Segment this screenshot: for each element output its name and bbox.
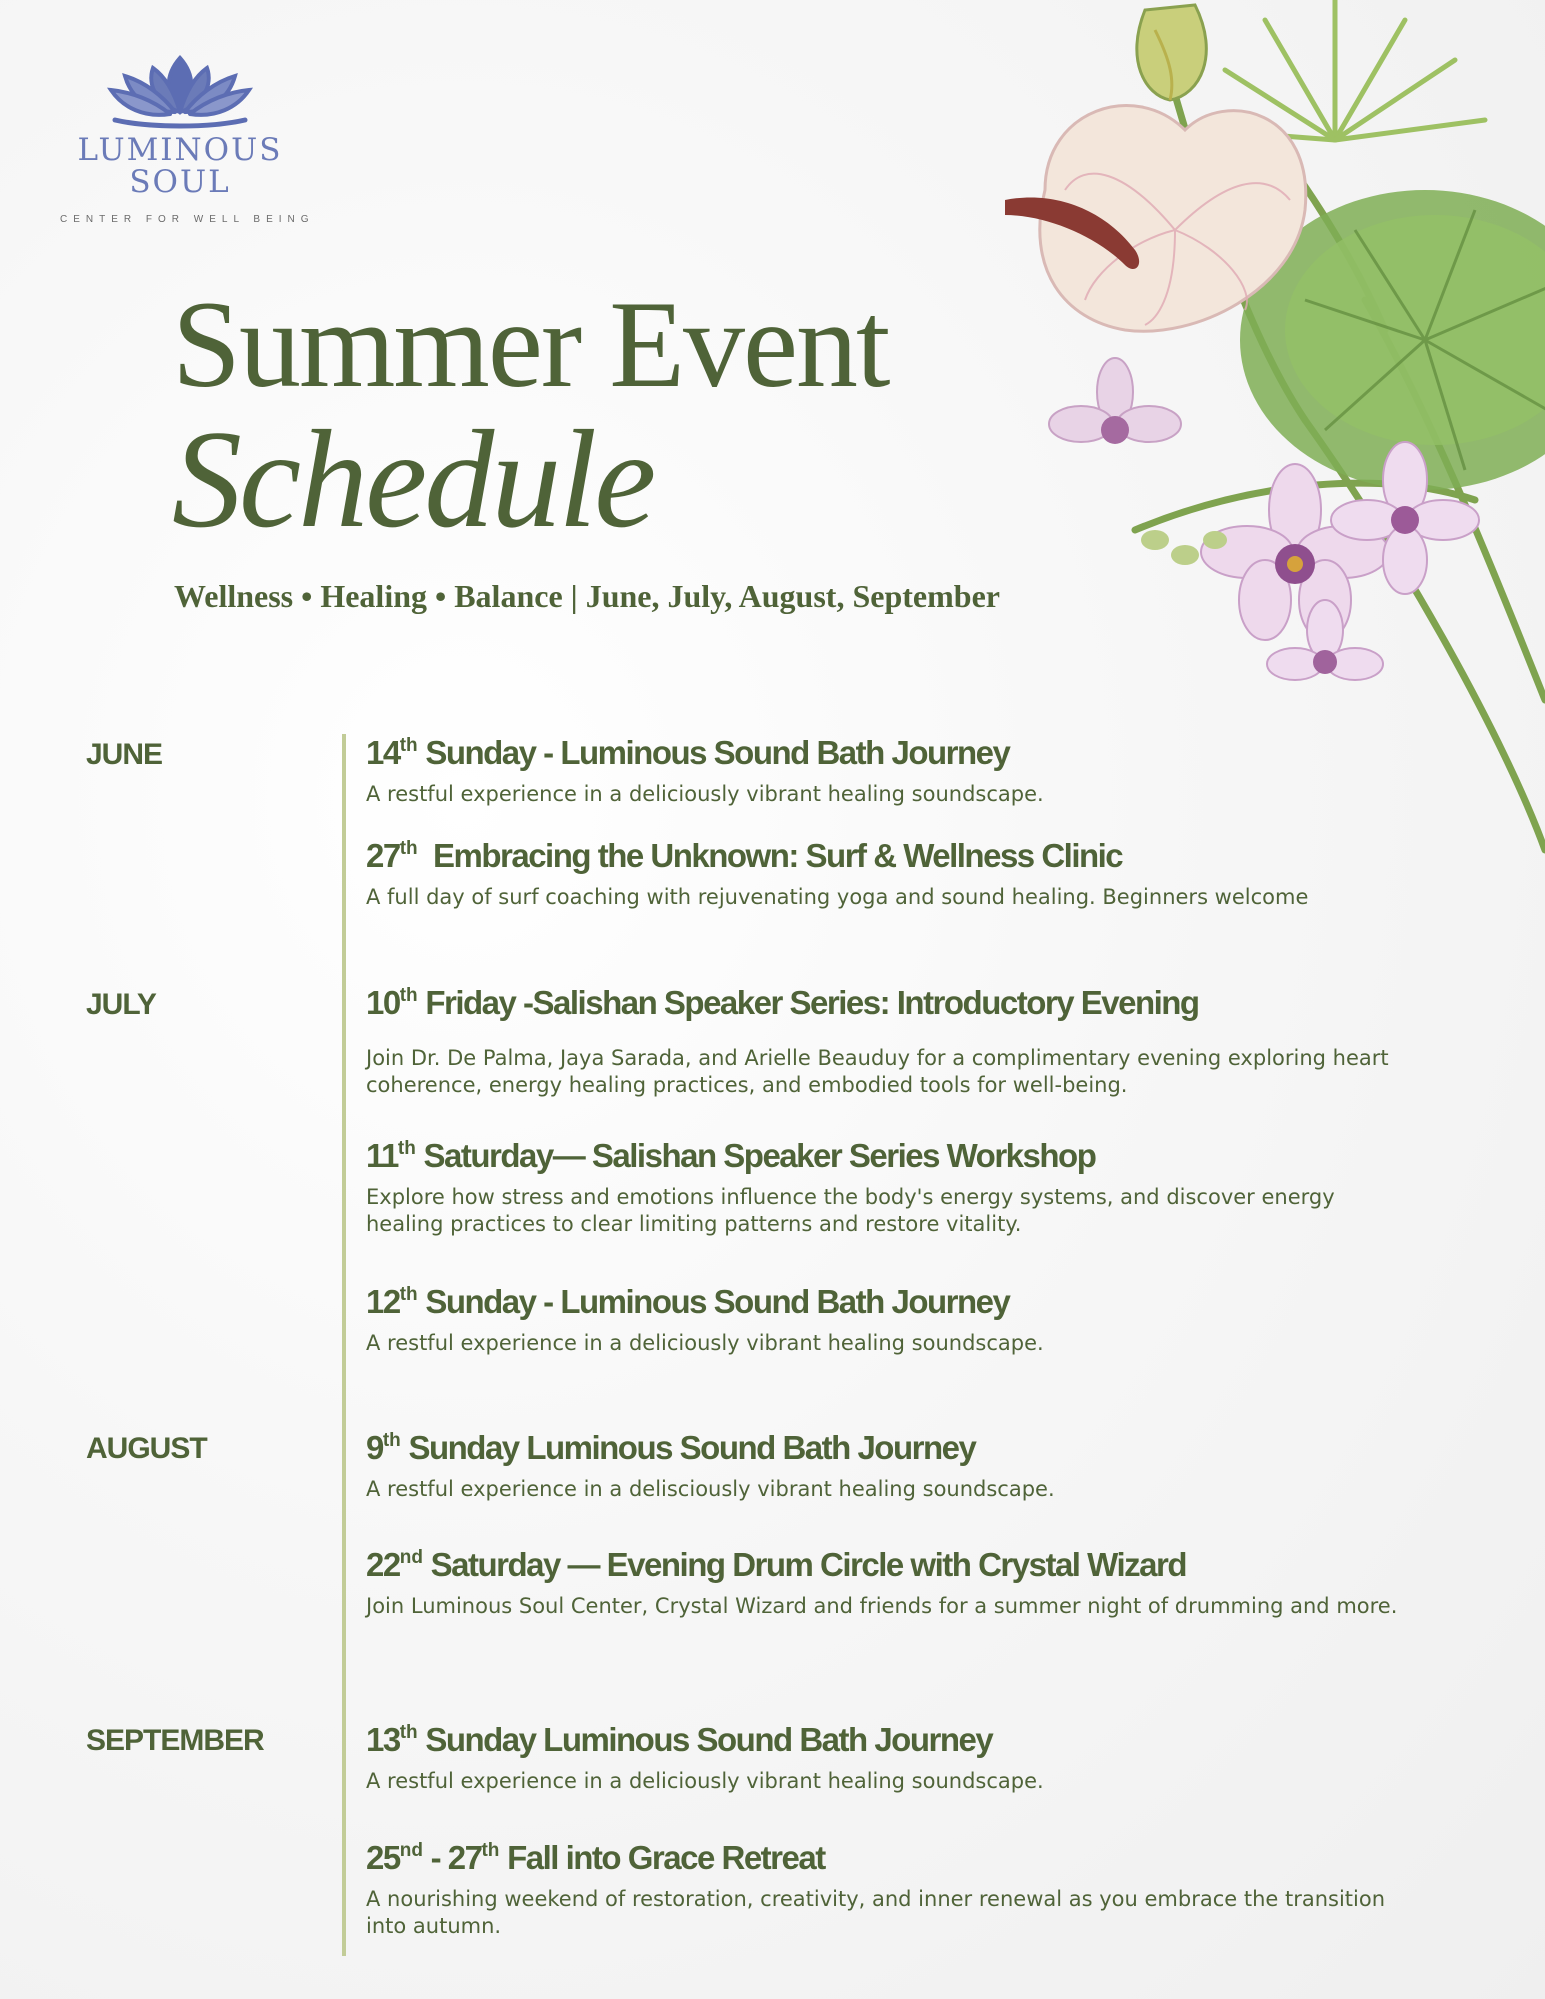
event-title: 14th Sunday - Luminous Sound Bath Journey <box>366 734 1010 771</box>
event-description: Join Dr. De Palma, Jaya Sarada, and Arielle Beauduy for a complimentary evening exploring heart coherence, energy healing practices, and embodied tools for well-being. <box>366 1046 1389 1097</box>
month-label-september: SEPTEMBER <box>86 1724 264 1757</box>
event-description: A restful experience in a deliciously vibrant healing soundscape. <box>366 1769 1044 1793</box>
event-title: 22nd Saturday — Evening Drum Circle with Crystal Wizard <box>366 1546 1187 1583</box>
event-description: A restful experience in a delisciously vibrant healing soundscape. <box>366 1477 1055 1501</box>
event-title: 10th Friday -Salishan Speaker Series: Introductory Evening <box>366 984 1199 1021</box>
event-item <box>366 733 1416 808</box>
logo <box>60 50 315 225</box>
event-item <box>366 1428 1416 1503</box>
event-item <box>366 836 1416 911</box>
month-label-august: AUGUST <box>86 1432 207 1465</box>
page-title: Summer Event <box>172 276 889 413</box>
event-description: Join Luminous Soul Center, Crystal Wizard and friends for a summer night of drumming and more. <box>366 1594 1398 1618</box>
event-title: 9th Sunday Luminous Sound Bath Journey <box>366 1429 976 1466</box>
timeline-divider <box>342 734 346 1956</box>
event-description: A restful experience in a deliciously vibrant healing soundscape. <box>366 782 1044 806</box>
page-title-script: Schedule <box>172 402 654 557</box>
event-item <box>366 1720 1416 1795</box>
month-label-july: JULY <box>86 988 156 1021</box>
logo-name-line2: SOUL <box>129 164 231 200</box>
lotus-icon <box>95 50 265 130</box>
event-title: 11th Saturday— Salishan Speaker Series Workshop <box>366 1137 1096 1174</box>
event-item <box>366 1838 1416 1940</box>
logo-tagline: CENTER FOR WELL BEING <box>60 214 315 225</box>
logo-name-line1: LUMINOUS <box>77 132 283 168</box>
event-description: A restful experience in a deliciously vibrant healing soundscape. <box>366 1331 1044 1355</box>
event-title: 25nd - 27th Fall into Grace Retreat <box>366 1839 825 1876</box>
event-item <box>366 983 1416 1099</box>
event-description: A nourishing weekend of restoration, creativity, and inner renewal as you embrace the transition into autumn. <box>366 1887 1386 1938</box>
event-title: 12th Sunday - Luminous Sound Bath Journey <box>366 1283 1010 1320</box>
month-label-june: JUNE <box>86 738 163 771</box>
event-description: A full day of surf coaching with rejuvenating yoga and sound healing. Beginners welcome <box>366 885 1309 909</box>
event-description: Explore how stress and emotions influence the body's energy systems, and discover energy healing practices to clear limiting patterns and restore vitality. <box>366 1185 1335 1236</box>
event-title: 27th Embracing the Unknown: Surf & Wellness Clinic <box>366 837 1123 874</box>
event-item <box>366 1282 1416 1357</box>
event-item <box>366 1136 1416 1238</box>
event-item <box>366 1545 1416 1620</box>
page-subtitle: Wellness • Healing • Balance | June, July, August, September <box>174 578 1000 614</box>
event-title: 13th Sunday Luminous Sound Bath Journey <box>366 1721 993 1758</box>
